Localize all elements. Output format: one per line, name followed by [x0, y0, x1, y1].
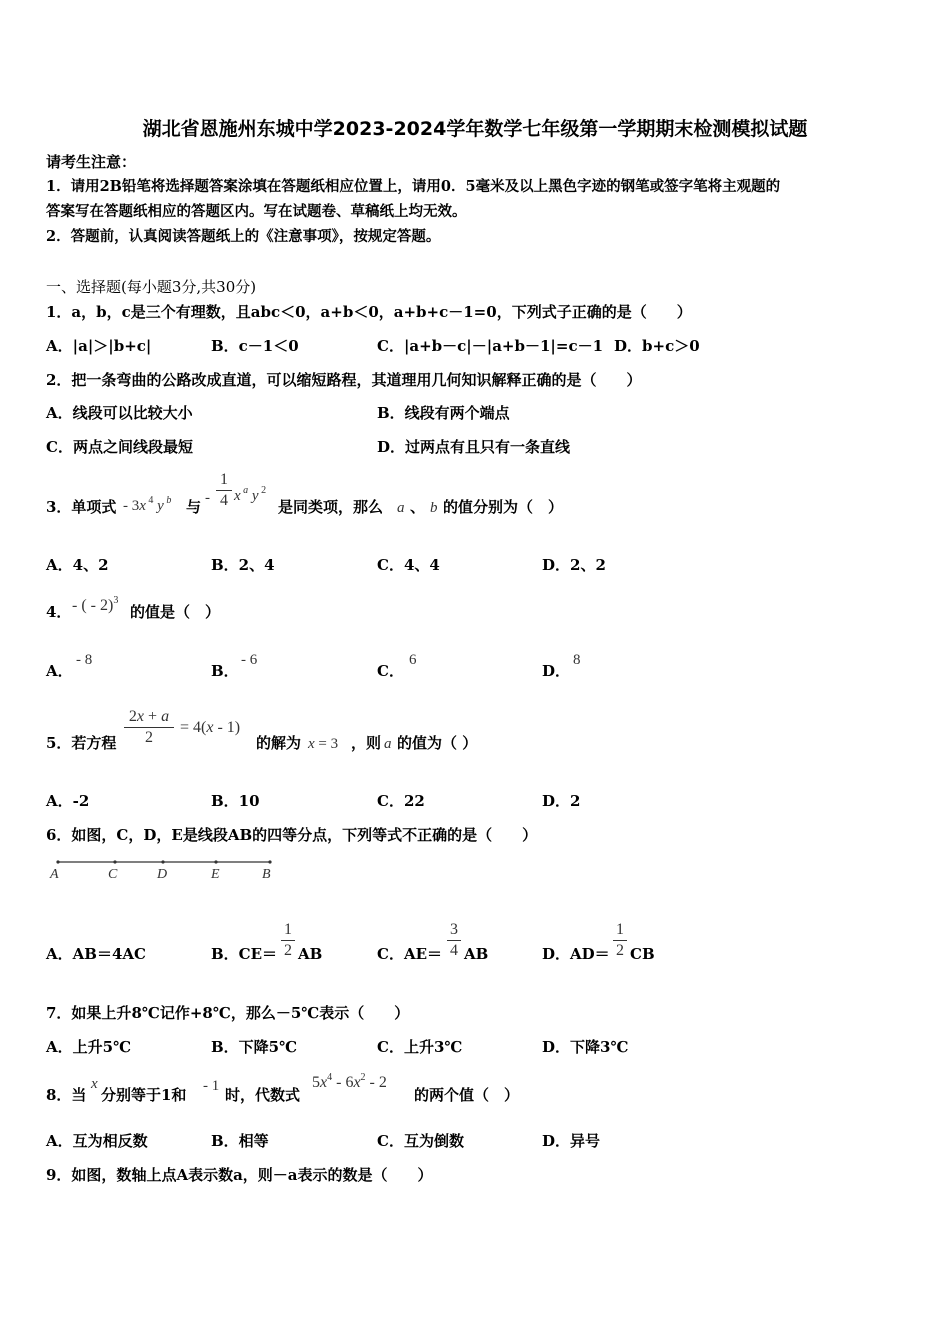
section-heading: 一、选择题(每小题3分,共30分): [46, 278, 257, 296]
q8-option-c: C．互为倒数: [377, 1132, 464, 1150]
q6-label-b: B: [262, 867, 271, 882]
q6-option-d: D．AD＝: [542, 945, 610, 963]
q2-option-b: B．线段有两个端点: [377, 404, 510, 422]
q2-stem: 2．把一条弯曲的公路改成直道，可以缩短路程，其道理用几何知识解释正确的是（ ）: [46, 371, 642, 389]
notice-heading: 请考生注意：: [46, 153, 137, 171]
q6-label-a: A: [50, 867, 59, 882]
q2-option-d: D．过两点有且只有一条直线: [377, 438, 571, 456]
q4-value-d: 8: [573, 652, 581, 668]
notice-line-1b: 答案写在答题纸相应的答题区内。写在试题卷、草稿纸上均无效。: [46, 203, 467, 220]
q6-option-a: A．AB＝4AC: [46, 945, 146, 963]
q4-expression: - ( - 2)$^3$: [72, 595, 119, 614]
q2-option-a: A．线段可以比较大小: [46, 404, 193, 422]
q3-stem-part5: 的值分别为（ ）: [443, 498, 564, 516]
q3-stem-part2: 与: [186, 498, 202, 516]
q3-monomial-1: - 3x $^4$ y $^b$: [123, 495, 172, 514]
q4-option-c: C．: [377, 662, 404, 680]
q6-option-d-fraction: 1 2: [613, 921, 627, 960]
q4-number: 4．: [46, 603, 72, 621]
q4-option-d: D．: [542, 662, 571, 680]
q3-option-a: A．4、2: [46, 556, 109, 574]
q9-stem: 9．如图，数轴上点A表示数a，则－a表示的数是（ ）: [46, 1166, 433, 1184]
notice-line-1: 1．请用2B铅笔将选择题答案涂填在答题纸相应位置上，请用0．5毫米及以上黑色字迹的钢笔或签字笔将主观题的: [46, 178, 781, 195]
q8-stem-part4: 的两个值（ ）: [414, 1086, 520, 1104]
q4-value-a: - 8: [76, 652, 93, 668]
q6-option-b-fraction: 1 2: [281, 921, 295, 960]
q3-monomial-2: -: [205, 490, 210, 506]
q8-option-d: D．异号: [542, 1132, 601, 1150]
q3-stem-part4: 、: [410, 498, 426, 516]
q6-stem: 6．如图，C，D，E是线段AB的四等分点，下列等式不正确的是（ ）: [46, 826, 538, 844]
q6-option-c-tail: AB: [464, 945, 489, 963]
q8-option-a: A．互为相反数: [46, 1132, 148, 1150]
q6-label-e: E: [211, 867, 220, 882]
q6-option-b-tail: AB: [298, 945, 323, 963]
q8-stem-part2: 分别等于1和: [101, 1086, 187, 1104]
q3-var-a: a: [397, 500, 405, 516]
q6-option-d-tail: CB: [630, 945, 655, 963]
q8-value-neg1: - 1: [203, 1078, 220, 1094]
q8-stem-part3: 时，代数式: [225, 1086, 301, 1104]
q5-fraction: 2x + a 2: [124, 708, 174, 747]
q6-point-a: [56, 860, 59, 863]
q6-option-c-fraction: 3 4: [447, 921, 461, 960]
q7-option-a: A．上升5℃: [46, 1038, 132, 1056]
q1-stem: 1．a，b，c是三个有理数，且abc＜0，a+b＜0，a+b+c－1=0，下列式子正确的是（ ）: [46, 303, 692, 321]
q7-stem: 7．如果上升8℃记作+8℃，那么－5℃表示（ ）: [46, 1004, 410, 1022]
q3-option-b: B．2、4: [211, 556, 275, 574]
q6-point-c: [113, 860, 116, 863]
q5-option-a: A．-2: [46, 792, 90, 810]
q6-point-e: [214, 860, 217, 863]
q8-var-x: x: [91, 1076, 98, 1092]
q5-stem-part3: ，则: [351, 734, 382, 752]
q4-value-c: 6: [409, 652, 417, 668]
q3-var-b: b: [430, 500, 438, 516]
q3-stem-part3: 是同类项，那么: [278, 498, 384, 516]
q7-option-c: C．上升3℃: [377, 1038, 463, 1056]
q1-option-c: C．|a+b－c|－|a+b－1|=c－1: [377, 337, 604, 355]
q5-option-c: C．22: [377, 792, 425, 810]
page-title: 湖北省恩施州东城中学2023-2024学年数学七年级第一学期期末检测模拟试题: [142, 118, 808, 140]
q6-label-c: C: [108, 867, 118, 882]
q8-expression: $5x^4 - 6x^2 - 2$: [312, 1072, 387, 1091]
q1-option-b: B．c－1＜0: [211, 337, 299, 355]
q5-option-d: D．2: [542, 792, 581, 810]
q8-stem-part1: 8．当: [46, 1086, 87, 1104]
q6-option-b: B．CE＝: [211, 945, 278, 963]
q3-stem-part1: 3．单项式: [46, 498, 117, 516]
q4-stem-tail: 的值是（ ）: [130, 603, 221, 621]
q3-fraction: 1 4: [216, 471, 232, 510]
notice-line-2: 2．答题前，认真阅读答题纸上的《注意事项》，按规定答题。: [46, 228, 441, 245]
q8-option-b: B．相等: [211, 1132, 269, 1150]
q6-point-b: [268, 860, 271, 863]
q5-stem-part4: 的值为（ ）: [397, 734, 478, 752]
q6-label-d: D: [157, 867, 168, 882]
q5-option-b: B．10: [211, 792, 260, 810]
q7-option-b: B．下降5℃: [211, 1038, 298, 1056]
q4-value-b: - 6: [241, 652, 258, 668]
q4-option-a: A．: [46, 662, 73, 680]
q1-option-d: D．b+c＞0: [614, 337, 700, 355]
q5-stem-part1: 5．若方程: [46, 734, 117, 752]
q5-stem-part2: 的解为: [256, 734, 302, 752]
q6-option-c: C．AE＝: [377, 945, 443, 963]
q2-option-c: C．两点之间线段最短: [46, 438, 193, 456]
q3-monomial-2-vars: x $^a$ y $^2$: [234, 485, 267, 504]
q6-point-d: [161, 860, 164, 863]
q4-option-b: B．: [211, 662, 239, 680]
q5-solution: x = 3: [308, 736, 339, 752]
q5-rhs: = 4(x - 1): [180, 719, 241, 736]
q5-var-a: a: [384, 736, 392, 752]
q3-option-d: D．2、2: [542, 556, 606, 574]
q7-option-d: D．下降3℃: [542, 1038, 629, 1056]
q1-option-a: A．|a|＞|b+c|: [46, 337, 152, 355]
q3-option-c: C．4、4: [377, 556, 440, 574]
